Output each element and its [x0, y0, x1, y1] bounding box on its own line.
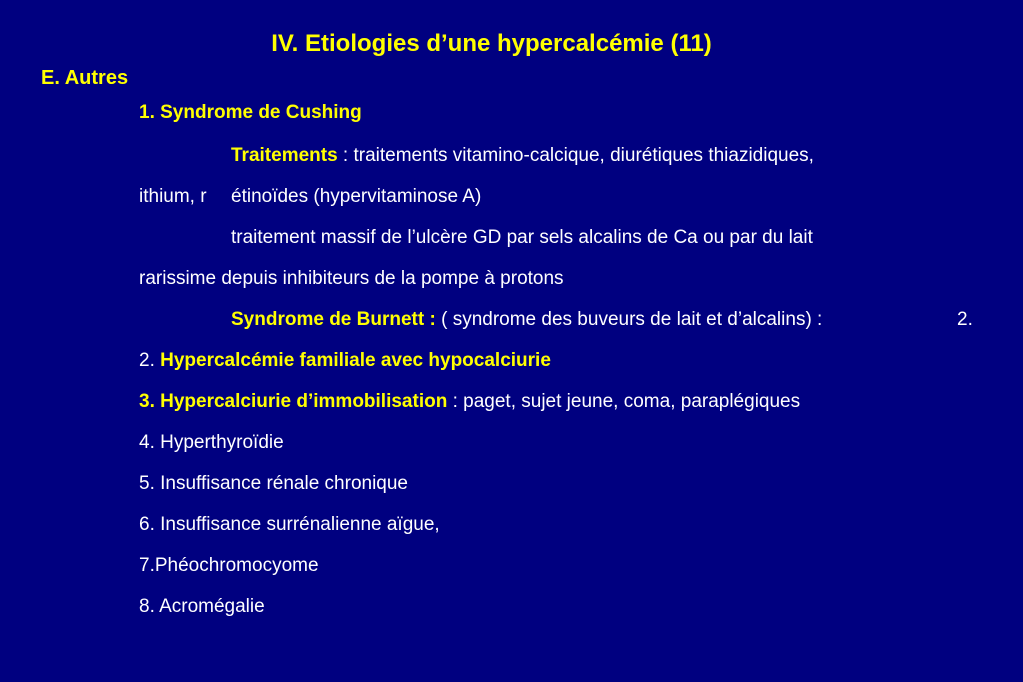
traitements-label: Traitements: [231, 145, 338, 166]
burnett-text: ( syndrome des buveurs de lait et d’alcalins) :: [435, 309, 823, 330]
item-8: 8. Acromégalie: [139, 596, 265, 617]
item-5: 5. Insuffisance rénale chronique: [139, 473, 408, 494]
item-2-number: 2.: [139, 350, 161, 371]
overflow-fragment: ithium, r: [139, 186, 207, 207]
item-2: [139, 350, 551, 372]
item-3-text: : paget, sujet jeune, coma, paraplégiques: [447, 391, 801, 412]
rarissime-line: rarissime depuis inhibiteurs de la pompe à protons: [139, 268, 564, 289]
item-1-heading: 1. Syndrome de Cushing: [139, 102, 362, 123]
burnett-line: [231, 309, 822, 331]
burnett-tail: 2.: [957, 309, 973, 330]
item-3: [139, 391, 800, 413]
section-heading: E. Autres: [41, 67, 129, 89]
item-7: 7.Phéochromocyome: [139, 555, 319, 576]
item-2-label: Hypercalcémie familiale avec hypocalciurie: [160, 350, 551, 371]
slide-title: IV. Etiologies d’une hypercalcémie (11): [271, 30, 712, 57]
traitements-continuation: étinoïdes (hypervitaminose A): [231, 186, 482, 207]
traitements-line: [231, 145, 814, 167]
traitements-text: : traitements vitamino-calcique, diurétiques thiazidiques,: [337, 145, 814, 166]
item-4: 4. Hyperthyroïdie: [139, 432, 284, 453]
item-6: 6. Insuffisance surrénalienne aïgue,: [139, 514, 440, 535]
traitement-massif-line: traitement massif de l’ulcère GD par sels alcalins de Ca ou par du lait: [231, 227, 813, 248]
burnett-label: Syndrome de Burnett :: [231, 309, 436, 330]
item-3-label: 3. Hypercalciurie d’immobilisation: [139, 391, 448, 412]
